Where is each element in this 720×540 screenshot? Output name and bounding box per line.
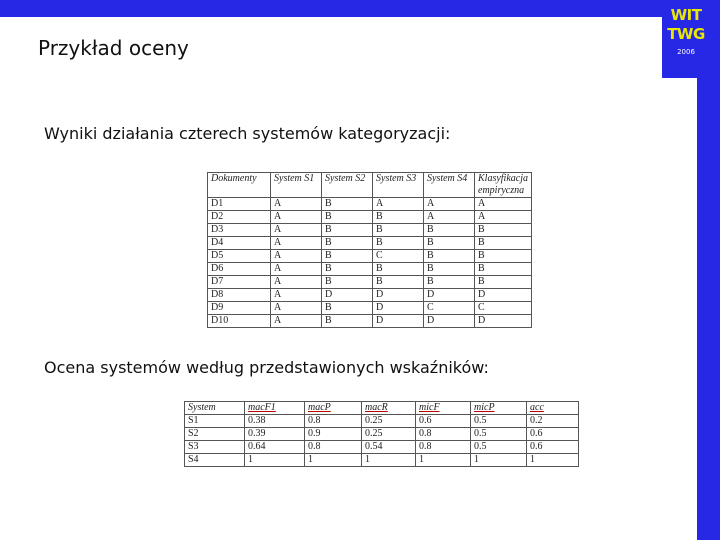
table-row — [185, 454, 579, 467]
table-cell: D9 — [208, 302, 271, 315]
results-header-cell: Klasyfikacja empiryczna — [475, 173, 532, 198]
table-cell: S3 — [185, 441, 245, 454]
table-row — [208, 289, 532, 302]
table-cell: B — [322, 276, 373, 289]
results-header-cell: System S4 — [424, 173, 475, 198]
table-cell: B — [475, 224, 532, 237]
table-cell: B — [475, 237, 532, 250]
table-cell: B — [322, 237, 373, 250]
table-cell: D — [373, 289, 424, 302]
table-cell: B — [424, 250, 475, 263]
table-cell: 0.64 — [245, 441, 305, 454]
logo-year: 2006 — [677, 48, 695, 56]
table-cell: 0.8 — [416, 428, 471, 441]
table-cell: B — [424, 237, 475, 250]
table-cell: S4 — [185, 454, 245, 467]
table-cell: 0.38 — [245, 415, 305, 428]
results-table — [207, 172, 532, 328]
table-cell: B — [322, 211, 373, 224]
table-cell: B — [322, 315, 373, 328]
page-title: Przykład oceny — [38, 36, 189, 60]
table-cell: 0.5 — [471, 415, 527, 428]
table-cell: 0.9 — [305, 428, 362, 441]
table-cell: 0.8 — [305, 415, 362, 428]
table-row — [208, 263, 532, 276]
results-header-cell: System S1 — [271, 173, 322, 198]
table-cell: B — [373, 263, 424, 276]
table-row — [185, 441, 579, 454]
table-row — [208, 250, 532, 263]
table-cell: 0.5 — [471, 428, 527, 441]
table-cell: D3 — [208, 224, 271, 237]
table-cell: A — [271, 211, 322, 224]
intro-text: Wyniki działania czterech systemów kategoryzacji: — [44, 124, 451, 143]
table-cell: 0.8 — [305, 441, 362, 454]
logo-line-2: TWG — [667, 25, 705, 43]
table-cell: B — [424, 263, 475, 276]
evaluation-header-cell: micP — [471, 402, 527, 415]
table-cell: D — [475, 315, 532, 328]
table-cell: A — [271, 198, 322, 211]
evaluation-header-cell: macF1 — [245, 402, 305, 415]
table-cell: 0.25 — [362, 415, 416, 428]
table-cell: 1 — [362, 454, 416, 467]
table-cell: A — [271, 289, 322, 302]
table-cell: A — [424, 198, 475, 211]
table-cell: D10 — [208, 315, 271, 328]
table-row — [208, 315, 532, 328]
evaluation-table-header-row — [185, 402, 579, 415]
table-cell: S2 — [185, 428, 245, 441]
table-cell: D — [373, 302, 424, 315]
table-cell: A — [271, 250, 322, 263]
table-cell: B — [424, 276, 475, 289]
table-cell: 0.5 — [471, 441, 527, 454]
evaluation-header-cell: System — [185, 402, 245, 415]
table-cell: 0.39 — [245, 428, 305, 441]
table-cell: D6 — [208, 263, 271, 276]
table-cell: D — [475, 289, 532, 302]
table-cell: A — [475, 211, 532, 224]
evaluation-text: Ocena systemów według przedstawionych wskaźników: — [44, 358, 489, 377]
table-cell: D — [424, 289, 475, 302]
table-cell: 1 — [245, 454, 305, 467]
table-cell: 1 — [416, 454, 471, 467]
table-cell: B — [322, 224, 373, 237]
table-cell: D8 — [208, 289, 271, 302]
table-cell: D2 — [208, 211, 271, 224]
table-cell: B — [424, 224, 475, 237]
results-header-cell: System S3 — [373, 173, 424, 198]
table-cell: B — [373, 211, 424, 224]
table-cell: B — [322, 302, 373, 315]
table-cell: B — [322, 250, 373, 263]
table-cell: C — [424, 302, 475, 315]
table-cell: B — [475, 250, 532, 263]
table-cell: S1 — [185, 415, 245, 428]
table-cell: D — [322, 289, 373, 302]
evaluation-header-cell: micF — [416, 402, 471, 415]
table-cell: A — [271, 237, 322, 250]
table-cell: 0.2 — [527, 415, 579, 428]
table-row — [208, 302, 532, 315]
table-cell: 1 — [527, 454, 579, 467]
table-cell: D1 — [208, 198, 271, 211]
table-row — [208, 224, 532, 237]
table-cell: 1 — [305, 454, 362, 467]
logo-line-1: WIT — [670, 6, 702, 24]
table-cell: B — [373, 276, 424, 289]
table-cell: A — [271, 276, 322, 289]
table-cell: B — [475, 263, 532, 276]
table-cell: D7 — [208, 276, 271, 289]
table-cell: A — [271, 315, 322, 328]
table-cell: D5 — [208, 250, 271, 263]
table-cell: A — [271, 263, 322, 276]
table-cell: 0.54 — [362, 441, 416, 454]
table-cell: D — [424, 315, 475, 328]
table-cell: B — [322, 263, 373, 276]
table-row — [208, 276, 532, 289]
table-cell: B — [373, 224, 424, 237]
results-header-cell: System S2 — [322, 173, 373, 198]
table-cell: A — [373, 198, 424, 211]
table-row — [208, 211, 532, 224]
table-cell: 0.6 — [416, 415, 471, 428]
table-cell: D4 — [208, 237, 271, 250]
table-row — [208, 198, 532, 211]
table-cell: A — [475, 198, 532, 211]
table-cell: B — [322, 198, 373, 211]
table-row — [185, 428, 579, 441]
table-cell: C — [373, 250, 424, 263]
evaluation-header-cell: macP — [305, 402, 362, 415]
table-cell: 0.25 — [362, 428, 416, 441]
evaluation-header-cell: acc — [527, 402, 579, 415]
evaluation-table — [184, 401, 579, 467]
table-cell: 0.6 — [527, 441, 579, 454]
table-cell: A — [271, 224, 322, 237]
table-row — [208, 237, 532, 250]
table-cell: 1 — [471, 454, 527, 467]
table-cell: D — [373, 315, 424, 328]
table-cell: C — [475, 302, 532, 315]
table-cell: A — [271, 302, 322, 315]
results-header-cell: Dokumenty — [208, 173, 271, 198]
table-row — [185, 415, 579, 428]
table-cell: B — [475, 276, 532, 289]
table-cell: 0.8 — [416, 441, 471, 454]
table-cell: A — [424, 211, 475, 224]
table-cell: B — [373, 237, 424, 250]
table-cell: 0.6 — [527, 428, 579, 441]
results-table-header-row — [208, 173, 532, 198]
evaluation-header-cell: macR — [362, 402, 416, 415]
